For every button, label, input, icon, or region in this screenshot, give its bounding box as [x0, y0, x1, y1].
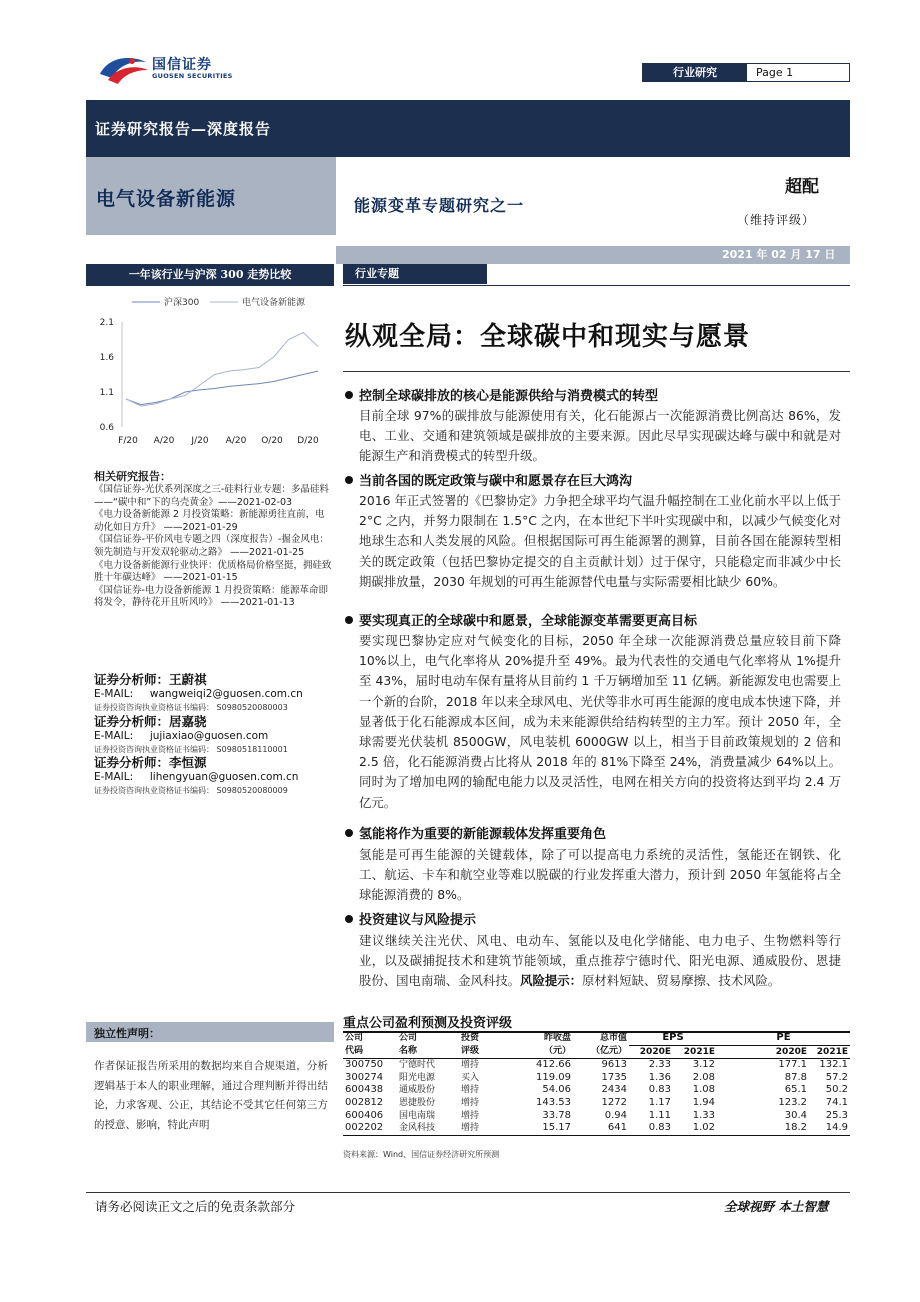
- cell-price: 143.53: [536, 1096, 571, 1108]
- col-rating-2: 评级: [459, 1045, 515, 1059]
- col-name-1: 公司: [399, 1033, 418, 1044]
- table-row: [343, 1097, 850, 1110]
- col-eps-y1: 2020E: [629, 1045, 673, 1059]
- x-tick-label: A/20: [225, 436, 247, 446]
- bullet-icon: [345, 915, 353, 923]
- cell-code: 300274: [345, 1071, 384, 1083]
- cell-eps2: 1.02: [673, 1122, 717, 1135]
- sector-name: 电气设备新能源: [96, 188, 237, 210]
- cell-eps2: 2.08: [692, 1071, 715, 1083]
- analyst-cert: 证券投资咨询执业资格证书编码： S0980520080003: [94, 703, 288, 712]
- bullet-icon: [345, 476, 353, 484]
- analyst-email: E-MAIL: wangweiqi2@guosen.com.cn: [94, 688, 303, 700]
- cell-code: 600438: [345, 1084, 384, 1096]
- cell-rating: 增持: [461, 1097, 480, 1108]
- cell-eps2: 3.12: [692, 1059, 715, 1071]
- analyst-email: E-MAIL: lihengyuan@guosen.com.cn: [94, 771, 299, 783]
- cell-pe1: 30.4: [784, 1109, 807, 1121]
- y-tick-label: 1.6: [99, 353, 114, 363]
- cell-eps1: 1.11: [648, 1109, 671, 1121]
- cell-code: 002202: [343, 1122, 397, 1135]
- cell-pe2: 50.2: [825, 1084, 848, 1096]
- cell-mcap: 1735: [601, 1071, 627, 1083]
- chart-heading: 一年该行业与沪深 300 走势比较: [86, 264, 334, 286]
- cell-mcap: 641: [573, 1122, 629, 1135]
- y-tick-label: 2.1: [99, 318, 114, 328]
- related-item: 《国信证券-平价风电专题之四（深度报告）-掘金风电：领先制造与开发双轮驱动之路》 ——2021-01-25: [94, 534, 329, 558]
- cell-code: 002812: [345, 1096, 384, 1108]
- legend-label-sector: 电气设备新能源: [242, 298, 306, 308]
- chart-axes: [100, 318, 319, 446]
- cell-eps2: 1.94: [692, 1096, 715, 1108]
- analyst-cert: 证券投资咨询执业资格证书编码： S0980520080009: [94, 786, 288, 795]
- analyst-email: E-MAIL: jujiaxiao@guosen.com: [94, 730, 269, 742]
- table-row: [343, 1110, 850, 1123]
- analyst-email-address: jujiaxiao@guosen.com: [149, 730, 269, 742]
- cell-name: 恩捷股份: [399, 1097, 436, 1108]
- chart-series: [126, 333, 318, 407]
- header-tag: 行业研究: [643, 64, 747, 81]
- table-row: [343, 1084, 850, 1097]
- x-tick-label: J/20: [191, 436, 209, 446]
- cell-eps2: 1.08: [692, 1084, 715, 1096]
- col-pe-y1: 2020E: [717, 1045, 809, 1059]
- cell-price: 15.17: [515, 1122, 573, 1135]
- brand-name-cn: 国信证券: [152, 57, 212, 73]
- cell-name: 金风科技: [397, 1122, 459, 1135]
- rating: 超配: [785, 177, 819, 197]
- cell-pe2: 132.1: [819, 1059, 848, 1071]
- analyst-label: 证券分析师：居嘉骁: [94, 714, 207, 729]
- x-tick-label: F/20: [118, 436, 138, 446]
- section-heading: 氢能将作为重要的新能源载体发挥重要角色: [345, 823, 606, 842]
- cell-code: 600406: [345, 1109, 384, 1121]
- cell-pe1: 123.2: [778, 1096, 807, 1108]
- report-type: 证券研究报告—深度报告: [95, 120, 272, 138]
- section-text: 目前全球 97%的碳排放与能源使用有关，化石能源占一次能源消费比例高达 86%，发电、工业、交通和建筑领域是碳排放的主要来源。因此尽早实现碳达峰与碳中和就是对能源生产和消费模式的转型升级。: [359, 408, 841, 464]
- col-eps-y2: 2021E: [673, 1045, 717, 1059]
- cell-mcap: 2434: [601, 1084, 627, 1096]
- page-number: Page 1: [756, 66, 794, 79]
- y-tick-label: 1.1: [99, 388, 114, 398]
- x-tick-label: D/20: [297, 436, 319, 446]
- section-text: 建议继续关注光伏、风电、电动车、氢能以及电化学储能、电力电子、生物燃料等行业，以及碳捕捉技术和建筑节能领域，重点推荐宁德时代、阳光电源、通威股份、恩捷股份、国电南瑞、金风科技。风险提示：原材料短缺、贸易摩擦、技术风险。: [359, 933, 841, 989]
- x-tick-label: A/20: [153, 436, 175, 446]
- cell-pe1: 87.8: [784, 1071, 807, 1083]
- cell-price: 119.09: [536, 1071, 571, 1083]
- col-eps: EPS: [629, 1032, 717, 1045]
- cell-name: 国电南瑞: [399, 1110, 436, 1121]
- cell-rating: 增持: [461, 1110, 480, 1121]
- section-heading: 当前各国的既定政策与碳中和愿景存在巨大鸿沟: [345, 470, 632, 489]
- cell-rating: 增持: [461, 1085, 480, 1096]
- bullet-icon: [345, 391, 353, 399]
- section-heading: 控制全球碳排放的核心是能源供给与消费模式的转型: [345, 385, 658, 404]
- x-tick-label: O/20: [261, 436, 283, 446]
- divider: [343, 285, 850, 286]
- analyst-label: 证券分析师：王蔚祺: [94, 672, 207, 687]
- cell-pe2: 57.2: [825, 1071, 848, 1083]
- table-row: [343, 1072, 850, 1085]
- cell-rating: 增持: [461, 1060, 480, 1071]
- analyst-email-address: lihengyuan@guosen.com.cn: [149, 771, 299, 783]
- related-item: 《国信证券-电力设备新能源 1 月投资策略：能源革命即将发令，静待花开且听风吟》 ——2021-01-13: [94, 584, 329, 609]
- independence-heading: 独立性声明：: [94, 1027, 160, 1040]
- related-item: 《电力设备新能源行业快评：优质格局价格坚挺，拥硅致胜十年碳达峰》 ——2021-01-15: [94, 559, 332, 584]
- analyst-cert: 证券投资咨询执业资格证书编码： S0980518110001: [94, 745, 288, 754]
- cell-price: 54.06: [542, 1084, 571, 1096]
- report-subtitle: 能源变革专题研究之一: [354, 196, 525, 215]
- rating-note: （维持评级）: [737, 213, 816, 227]
- bullet-icon: [345, 829, 353, 837]
- divider: [343, 371, 850, 372]
- cell-pe2: 25.3: [825, 1109, 848, 1121]
- analyst-name: 王蔚祺: [169, 672, 207, 687]
- related-list: [94, 484, 332, 610]
- article-tag: 行业专题: [343, 264, 487, 284]
- cell-eps1: 1.36: [648, 1071, 671, 1083]
- article-title: 纵观全局：全球碳中和现实与愿景: [345, 322, 751, 352]
- cell-pe2: 14.9: [809, 1122, 850, 1135]
- independence-text: 作者保证报告所采用的数据均来自合规渠道，分析逻辑基于本人的职业理解，通过合理判断并得出结论，力求客观、公正，其结论不受其它任何第三方的授意、影响，特此声明: [94, 1060, 328, 1131]
- cell-eps1: 1.17: [648, 1096, 671, 1108]
- report-date: 2021 年 02 月 17 日: [722, 248, 836, 261]
- section-heading: 要实现真正的全球碳中和愿景，全球能源变革需要更高目标: [345, 610, 697, 629]
- series-line-0: [126, 371, 318, 405]
- cell-eps1: 0.83: [648, 1084, 671, 1096]
- analyst-name: 居嘉骁: [169, 714, 207, 729]
- cell-code: 300750: [345, 1059, 384, 1071]
- brand-name-en: GUOSEN SECURITIES: [152, 72, 233, 80]
- cell-eps2: 1.33: [692, 1109, 715, 1121]
- cell-rating: 增持: [459, 1122, 515, 1135]
- legend-label-hs300: 沪深300: [164, 298, 200, 308]
- cell-price: 412.66: [536, 1059, 571, 1071]
- col-pe: PE: [717, 1032, 850, 1045]
- cell-eps1: 2.33: [648, 1059, 671, 1071]
- section-text: 2016 年正式签署的《巴黎协定》力争把全球平均气温升幅控制在工业化前水平以上低于 2°C 之内，并努力限制在 1.5°C 之内，在本世纪下半叶实现碳中和，以减少气候变化对地球生态和人类发展的风险。但根据国际可再生能源署的测算，目前各国在能源转型相关的既定政策（包括巴黎协定提交的自主贡献计划）过于保守，只能稳定而非减少中长期碳排放量，2030 年规划的可再生能源替代电量与实际需要相比缺少 60%。: [359, 493, 841, 589]
- analyst-name: 李恒源: [169, 755, 207, 770]
- related-item: 《国信证券-光伏系列深度之三-硅料行业专题：多晶硅料——“碳中和”下的乌壳黄金》——2021-02-03: [94, 484, 329, 508]
- table-title: 重点公司盈利预测及投资评级: [343, 1016, 513, 1031]
- cell-name: 阳光电源: [399, 1072, 436, 1083]
- col-price-1: 昨收盘: [543, 1033, 571, 1044]
- cell-pe1: 65.1: [784, 1084, 807, 1096]
- table-row: [343, 1122, 850, 1135]
- related-item: 《电力设备新能源 2 月投资策略：新能源勇往直前，电动化如日方升》 ——2021-01-29: [94, 509, 325, 533]
- cell-pe1: 177.1: [778, 1059, 807, 1071]
- cell-rating: 买入: [461, 1072, 480, 1083]
- cell-pe1: 18.2: [717, 1122, 809, 1135]
- footer-rule: [86, 1192, 850, 1193]
- col-name-2: 名称: [397, 1045, 459, 1059]
- section-text: 要实现巴黎协定应对气候变化的目标，2050 年全球一次能源消费总量应较目前下降 10%以上，电气化率将从 20%提升至 49%。最为代表性的交通电气化率将从 1%提升至 43%，届时电动车保有量将从目前约 1 千万辆增加至 11 亿辆。新能源发电也需要上一个新的台阶，2018 年以来全球风电、光伏等非水可再生能源的度电成本快速下降，并显著低于化石能源成本区间，成为未来能源供给结构转型的主力军。预计 2050 年，全球需要光伏装机 8500GW，风电装机 6000GW 以上，相当于目前政策规划的 2 倍和 2.5 倍，化石能源消费占比将从 2018 年的 81%下降至 24%，消费量减少 64%以上。同时为了增加电网的输配电能力以及灵活性，电网在相关方向的投资将达到平均 2.4 万亿元。: [359, 633, 841, 810]
- bullet-icon: [345, 616, 353, 624]
- cell-pe2: 74.1: [825, 1096, 848, 1108]
- col-price-2: （元）: [515, 1045, 573, 1059]
- series-line-1: [126, 333, 318, 407]
- cell-mcap: 9613: [601, 1059, 627, 1071]
- forecast-table: [343, 1032, 850, 1136]
- cell-mcap: 0.94: [604, 1109, 627, 1121]
- col-mcap-2: （亿元）: [573, 1045, 629, 1059]
- section-heading: 投资建议与风险提示: [345, 909, 476, 928]
- col-mcap-1: 总市值: [599, 1033, 627, 1044]
- risk-text: 原材料短缺、贸易摩擦、技术风险。: [582, 973, 781, 989]
- cell-mcap: 1272: [601, 1096, 627, 1108]
- cell-price: 33.78: [542, 1109, 571, 1121]
- risk-label: 风险提示：: [520, 973, 583, 989]
- footer-slogan: 全球视野 本土智慧: [724, 1199, 829, 1214]
- col-pe-y2: 2021E: [809, 1045, 850, 1059]
- table-row: [343, 1059, 850, 1072]
- col-rating-1: 投资: [461, 1033, 480, 1044]
- trend-chart: [86, 290, 334, 450]
- related-heading: 相关研究报告：: [94, 470, 171, 483]
- table-source: 资料来源：Wind、国信证券经济研究所预测: [343, 1150, 500, 1159]
- cell-name: 宁德时代: [399, 1060, 436, 1071]
- col-code-1: 公司: [345, 1033, 364, 1044]
- y-tick-label: 0.6: [99, 423, 114, 433]
- section-text: 氢能是可再生能源的关键载体，除了可以提高电力系统的灵活性，氢能还在钢铁、化工、航运、卡车和航空业等难以脱碳的行业发挥重大潜力，预计到 2050 年氢能将占全球能源消费的 8%。: [359, 847, 841, 903]
- analyst-email-address: wangweiqi2@guosen.com.cn: [149, 688, 303, 700]
- col-code-2: 代码: [343, 1045, 397, 1059]
- analyst-label: 证券分析师：李恒源: [94, 755, 207, 770]
- chart-legend: [132, 296, 306, 308]
- cell-name: 通威股份: [399, 1085, 436, 1096]
- cell-eps1: 0.83: [629, 1122, 673, 1135]
- footer-disclaimer: 请务必阅读正文之后的免责条款部分: [95, 1199, 296, 1214]
